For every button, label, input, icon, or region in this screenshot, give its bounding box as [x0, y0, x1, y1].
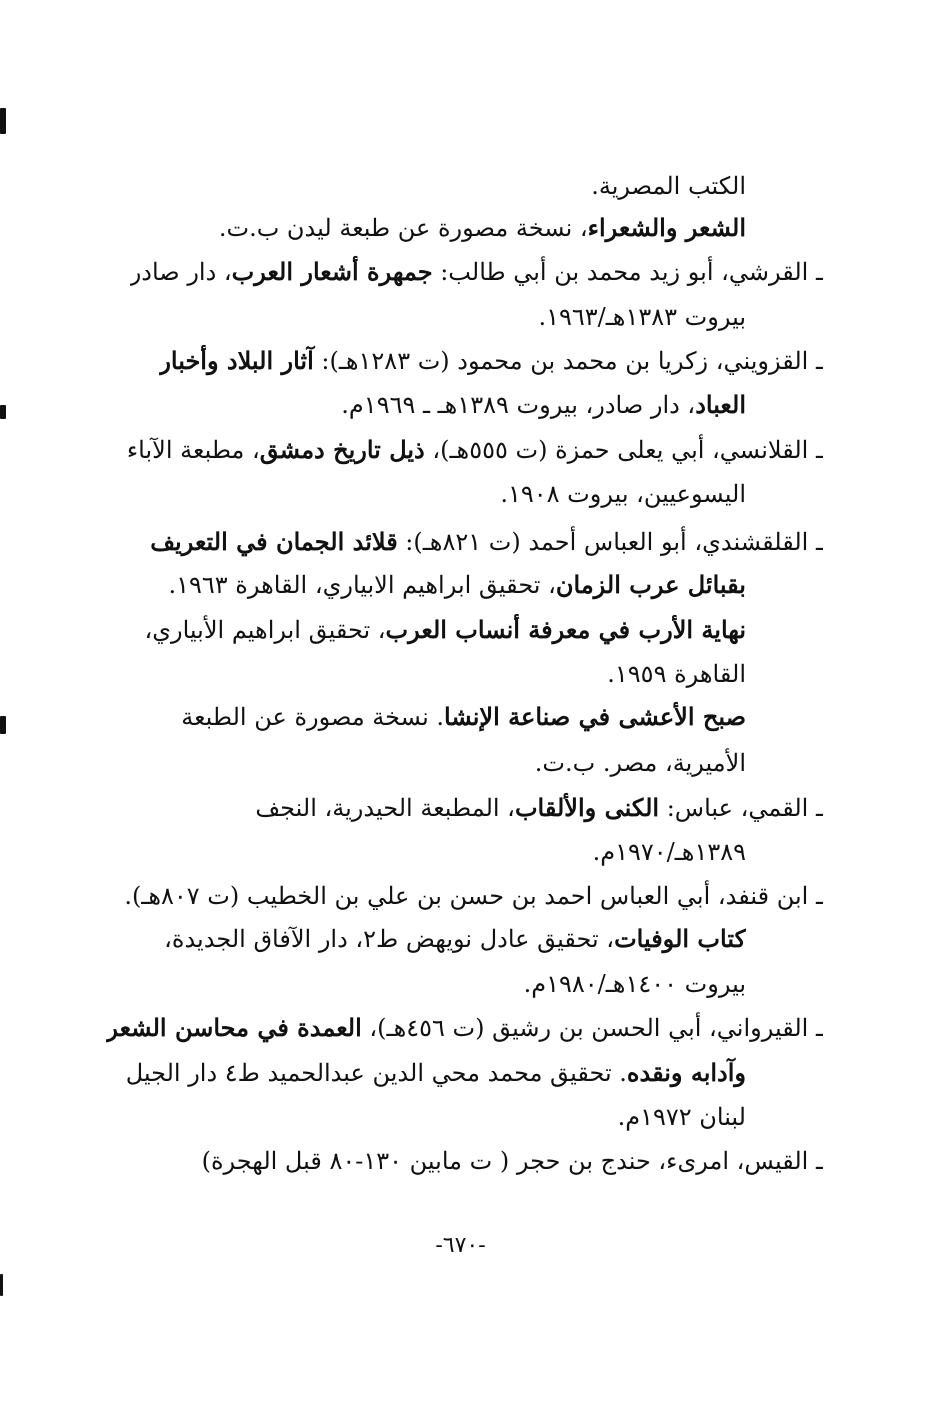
- bibliography-line: [144, 610, 746, 654]
- citation-text: الأميرية، مصر. ب.ت.: [534, 749, 746, 777]
- work-title: كتاب الوفيات: [614, 924, 746, 953]
- bibliography-entry: [202, 1141, 823, 1185]
- work-title: آثار البلاد وأخبار: [159, 346, 314, 375]
- bibliography-entry: [106, 1008, 823, 1052]
- bibliography-line: [219, 208, 746, 252]
- work-title: العباد: [695, 390, 746, 419]
- work-title: العمدة في محاسن الشعر: [106, 1013, 362, 1042]
- bibliography-entry: [130, 252, 823, 296]
- work-title: وآدابه ونقده: [626, 1058, 746, 1087]
- bibliography-line: [341, 385, 746, 429]
- citation-text: ـ القلانسي، أبي يعلى حمزة (ت ٥٥٥هـ)،: [424, 436, 823, 464]
- citation-text: القاهرة ١٩٥٩.: [607, 660, 746, 688]
- bibliography-entry: [255, 788, 823, 832]
- work-title: صبح الأعشى في صناعة الإنشا: [444, 702, 746, 731]
- citation-text: ١٣٨٩هـ/١٩٧٠م.: [592, 838, 746, 866]
- bibliography-line: [538, 297, 746, 341]
- work-title: قلائد الجمان في التعريف: [150, 527, 398, 556]
- bibliography-entry: [124, 876, 823, 920]
- citation-text: لبنان ١٩٧٢م.: [617, 1103, 746, 1131]
- bibliography-line: [164, 919, 746, 963]
- work-title: الكنى والألقاب: [514, 793, 660, 822]
- bibliography-line: [593, 832, 746, 876]
- bibliography-line: [618, 1097, 746, 1141]
- citation-text: ، المطبعة الحيدرية، النجف: [255, 794, 515, 822]
- work-title: الشعر والشعراء: [587, 213, 746, 242]
- citation-text: ـ القيرواني، أبي الحسن بن رشيق (ت ٤٥٦هـ)،: [361, 1014, 823, 1042]
- citation-text: ـ ابن قنفد، أبي العباس احمد بن حسن بن علي بن الخطيب (ت ٨٠٧هـ).: [124, 882, 823, 910]
- citation-text: ـ القزويني، زكريا بن محمد بن محمود (ت ١٢٨٣هـ):: [313, 347, 823, 375]
- bibliography-entry: [127, 430, 823, 474]
- citation-text: ـ القرشي، أبو زيد محمد بن أبي طالب:: [432, 258, 823, 286]
- citation-text: ، تحقيق ابراهيم الابياري، القاهرة ١٩٦٣.: [168, 571, 556, 599]
- page-number: -٦٧٠-: [435, 1233, 486, 1258]
- bibliography-entry: [159, 341, 823, 385]
- bibliography-line: [500, 474, 746, 518]
- citation-text: الكتب المصرية.: [591, 172, 746, 200]
- bibliography-line: [591, 166, 746, 210]
- bibliography-line: [126, 1053, 746, 1097]
- citation-text: بيروت ١٣٨٣هـ/١٩٦٣.: [538, 303, 746, 331]
- scan-margin-mark: [0, 405, 6, 419]
- citation-text: . تحقيق محمد محي الدين عبدالحميد ط٤ دار الجيل: [125, 1059, 627, 1087]
- citation-text: ـ القمي، عباس:: [659, 794, 823, 822]
- citation-text: ـ القلقشندي، أبو العباس أحمد (ت ٨٢١هـ):: [397, 528, 823, 556]
- bibliography-line: [524, 964, 746, 1008]
- work-title: جمهرة أشعار العرب: [231, 257, 433, 286]
- citation-text: ، تحقيق ابراهيم الأبياري،: [144, 616, 386, 644]
- work-title: ذيل تاريخ دمشق: [259, 435, 425, 464]
- bibliography-line: [535, 743, 746, 787]
- citation-text: ، نسخة مصورة عن طبعة ليدن ب.ت.: [218, 214, 588, 242]
- citation-text: ، مطبعة الآباء: [126, 436, 260, 464]
- bibliography-line: [607, 654, 746, 698]
- work-title: بقبائل عرب الزمان: [555, 570, 746, 599]
- citation-text: ـ القيس، امرىء، حندج بن حجر ( ت مابين ١٣٠-٨٠ قبل الهجرة): [201, 1147, 823, 1175]
- bibliography-line: [181, 697, 746, 741]
- citation-text: ، تحقيق عادل نويهض ط٢، دار الآفاق الجديدة،: [164, 925, 615, 953]
- citation-text: ، دار صادر، بيروت ١٣٨٩هـ ـ ١٩٦٩م.: [341, 391, 696, 419]
- citation-text: بيروت ١٤٠٠هـ/١٩٨٠م.: [523, 970, 746, 998]
- bibliography-line: [168, 565, 746, 609]
- scan-margin-mark: [0, 108, 6, 134]
- citation-text: ، دار صادر: [129, 258, 232, 286]
- scan-margin-mark: [0, 716, 6, 734]
- scan-margin-mark: [0, 1274, 3, 1296]
- citation-text: . نسخة مصورة عن الطبعة: [181, 703, 445, 731]
- work-title: نهاية الأرب في معرفة أنساب العرب: [385, 615, 746, 644]
- citation-text: اليسوعيين، بيروت ١٩٠٨.: [500, 480, 746, 508]
- bibliography-entry: [150, 522, 823, 566]
